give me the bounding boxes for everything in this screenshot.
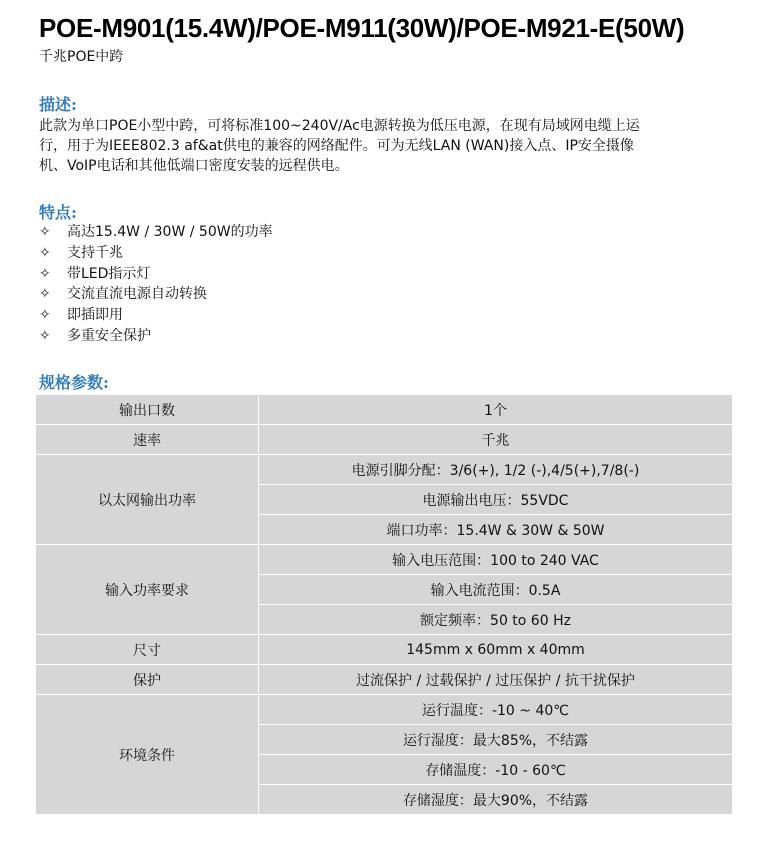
feature-text: 即插即用: [67, 307, 123, 324]
spec-label: 环境条件: [36, 695, 259, 815]
diamond-outline-icon: ✧: [39, 327, 51, 344]
spec-value: 运行温度：-10 ~ 40℃: [259, 695, 733, 725]
spec-label: 输入功率要求: [36, 545, 259, 635]
product-title: POE-M901(15.4W)/POE-M911(30W)/POE-M921-E(50W): [39, 13, 685, 43]
diamond-outline-icon: ✧: [39, 286, 51, 303]
feature-text: 支持千兆: [67, 244, 123, 261]
spec-value: 额定频率：50 to 60 Hz: [259, 605, 733, 635]
description-line: 机、VoIP电话和其他低端口密度安装的远程供电。: [39, 158, 349, 174]
spec-value: 电源输出电压：55VDC: [259, 485, 733, 515]
feature-item: [39, 305, 273, 326]
diamond-outline-icon: ✧: [39, 244, 51, 261]
feature-item: [39, 222, 273, 243]
spec-value: 输入电压范围：100 to 240 VAC: [259, 545, 733, 575]
spec-value: 电源引脚分配：3/6(+), 1/2 (-),4/5(+),7/8(-): [259, 455, 733, 485]
spec-label: 速率: [36, 425, 259, 455]
table-row: [36, 635, 733, 665]
feature-item: [39, 243, 273, 264]
spec-label: 保护: [36, 665, 259, 695]
spec-value: 过流保护 / 过载保护 / 过压保护 / 抗干扰保护: [259, 665, 733, 695]
product-subtitle: 千兆POE中跨: [39, 49, 124, 65]
feature-item: [39, 284, 273, 305]
specs-table: [35, 394, 733, 815]
spec-value: 145mm x 60mm x 40mm: [259, 635, 733, 665]
features-heading: 特点:: [39, 203, 77, 222]
description-text: [39, 116, 739, 176]
spec-value: 存储湿度：最大90%，不结露: [259, 785, 733, 815]
table-row: [36, 395, 733, 425]
spec-value: 端口功率：15.4W & 30W & 50W: [259, 515, 733, 545]
table-row: [36, 425, 733, 455]
diamond-outline-icon: ✧: [39, 265, 51, 282]
spec-label: 以太网输出功率: [36, 455, 259, 545]
feature-item: [39, 326, 273, 347]
specs-heading: 规格参数:: [39, 373, 109, 392]
spec-value: 1个: [259, 395, 733, 425]
table-row: [36, 545, 733, 575]
feature-text: 高达15.4W / 30W / 50W的功率: [67, 224, 273, 240]
feature-text: 多重安全保护: [67, 327, 151, 344]
table-row: [36, 695, 733, 725]
features-list: [39, 222, 273, 347]
spec-value: 存储温度：-10 - 60℃: [259, 755, 733, 785]
description-heading: 描述:: [39, 95, 77, 114]
description-line: 此款为单口POE小型中跨，可将标准100~240V/Ac电源转换为低压电源，在现有局域网电缆上运: [39, 118, 640, 134]
spec-value: 输入电流范围：0.5A: [259, 575, 733, 605]
spec-label: 输出口数: [36, 395, 259, 425]
table-row: [36, 665, 733, 695]
diamond-outline-icon: ✧: [39, 307, 51, 324]
spec-value: 千兆: [259, 425, 733, 455]
feature-item: [39, 264, 273, 285]
spec-value: 运行湿度：最大85%，不结露: [259, 725, 733, 755]
feature-text: 带LED指示灯: [67, 265, 151, 282]
diamond-outline-icon: ✧: [39, 224, 51, 240]
feature-text: 交流直流电源自动转换: [67, 286, 207, 303]
table-row: [36, 455, 733, 485]
description-line: 行，用于为IEEE802.3 af&at供电的兼容的网络配件。可为无线LAN (WAN)接入点、IP安全摄像: [39, 138, 634, 154]
spec-label: 尺寸: [36, 635, 259, 665]
